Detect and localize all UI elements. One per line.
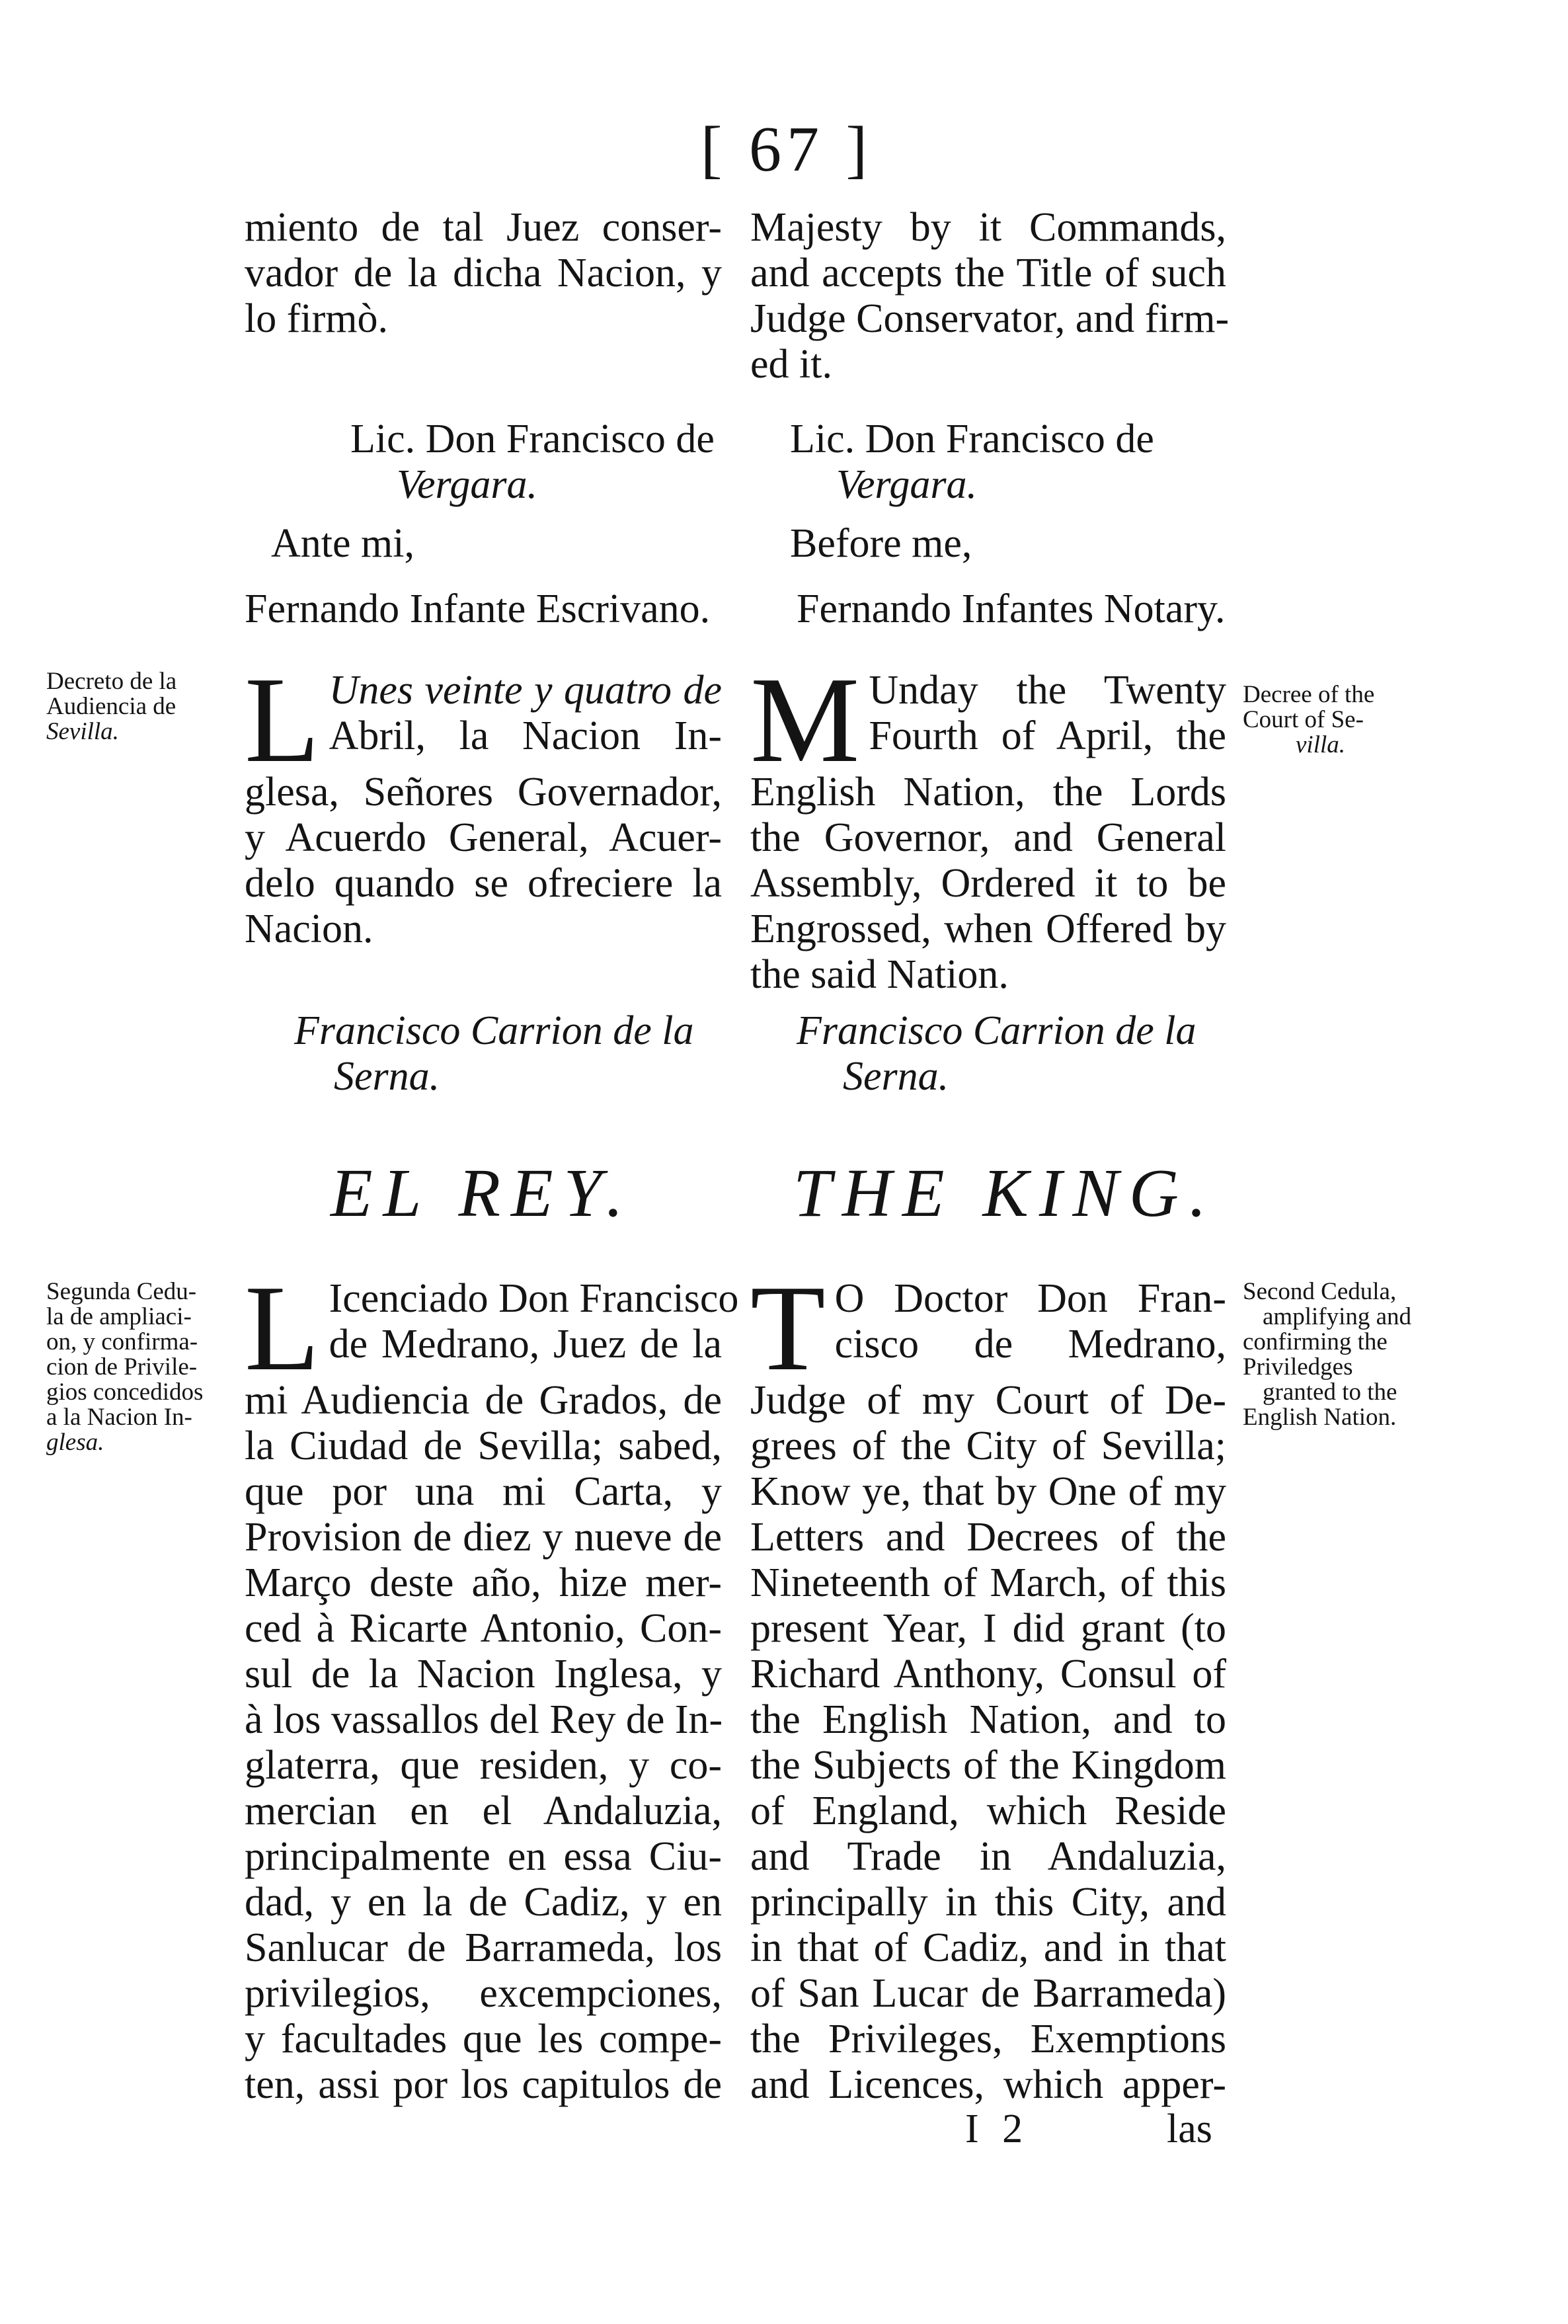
- text-line: in that of Cadiz, and in that: [750, 1925, 1226, 1970]
- text-line: Sanlucar de Barrameda, los: [245, 1925, 722, 1970]
- text-line: que por una mi Carta, y: [245, 1469, 722, 1514]
- text-line: of England, which Reside: [750, 1788, 1226, 1833]
- margin-line: glesa.: [46, 1429, 104, 1456]
- text-line: Nacion.: [245, 906, 373, 951]
- margin-line: a la Nacion In-: [46, 1404, 192, 1431]
- text-line: grees of the City of Sevilla;: [750, 1423, 1226, 1468]
- text-line: and Licences, which apper-: [750, 2062, 1226, 2107]
- text-line: Assembly, Ordered it to be: [750, 861, 1226, 906]
- text-line: Judge Conservator, and firm-: [750, 296, 1230, 341]
- text-line: ed it.: [750, 342, 832, 387]
- margin-note-english: [1243, 682, 1374, 758]
- text-line: ced à Ricarte Antonio, Con-: [245, 1606, 722, 1651]
- cedula-english: [750, 1260, 1226, 2108]
- text-line: de Medrano, Juez de la: [329, 1322, 722, 1367]
- text-line: O Doctor Don Fran-: [834, 1276, 1226, 1321]
- heading-spanish: EL REY.: [331, 1155, 634, 1231]
- text-line: Nineteenth of March, of this: [750, 1560, 1226, 1605]
- text-line: the Governor, and General: [750, 815, 1226, 860]
- text-line: y Acuerdo General, Acuer-: [245, 815, 722, 860]
- margin-line: gios concedidos: [46, 1379, 204, 1406]
- text-line: cisco de Medrano,: [834, 1322, 1226, 1367]
- text-line: la Ciudad de Sevilla; sabed,: [245, 1423, 722, 1468]
- text-line: the said Nation.: [750, 952, 1009, 997]
- signature-spanish: [245, 417, 722, 632]
- margin-line: amplifying and: [1263, 1303, 1412, 1330]
- drop-cap: L: [245, 652, 320, 788]
- cedula-margin-english: [1243, 1279, 1411, 1430]
- text-line: Letters and Decrees of the: [750, 1515, 1226, 1560]
- text-line: Judge of my Court of De-: [750, 1378, 1226, 1423]
- text-line: à los vassallos del Rey de In-: [245, 1697, 723, 1742]
- text-line: Icenciado Don Francisco: [329, 1276, 739, 1321]
- text-line: ten, assi por los capitulos de: [245, 2062, 722, 2107]
- signatory-name: Francisco Carrion de la: [797, 1008, 1196, 1053]
- margin-line: la de ampliaci-: [46, 1303, 192, 1330]
- margin-line: on, y confirma-: [46, 1328, 198, 1355]
- text-line: Unday the Twenty: [869, 668, 1226, 713]
- margin-line: Segunda Cedu-: [46, 1278, 197, 1305]
- text-line: miento de tal Juez conser-: [245, 205, 722, 250]
- text-line: glesa, Señores Governador,: [245, 770, 722, 815]
- intro-spanish: [245, 205, 722, 342]
- catchword: las: [1167, 2106, 1212, 2151]
- before-me: Ante mi,: [271, 521, 414, 566]
- signatory-name: Francisco Carrion de la: [294, 1008, 694, 1053]
- margin-line: cion de Privile-: [46, 1353, 198, 1381]
- text-line: Unes veinte y quatro de: [329, 668, 722, 713]
- text-line: the Privileges, Exemptions: [750, 2017, 1226, 2062]
- page-number: [ 67 ]: [700, 114, 873, 185]
- text-line: Know ye, that by One of my: [750, 1469, 1226, 1514]
- text-line: and Trade in Andaluzia,: [750, 1834, 1226, 1879]
- cedula-spanish: [245, 1260, 739, 2108]
- text-line: principally in this City, and: [750, 1880, 1226, 1925]
- text-line: privilegios, excempciones,: [245, 1971, 722, 2016]
- text-line: Engrossed, when Offered by: [750, 906, 1226, 951]
- signatory-surname: Serna.: [334, 1054, 440, 1099]
- text-line: and accepts the Title of such: [750, 251, 1226, 296]
- text-line: vador de la dicha Nacion, y: [245, 251, 722, 296]
- margin-note-spanish: [46, 669, 176, 744]
- decree-spanish: [245, 652, 722, 952]
- text-line: sul de la Nacion Inglesa, y: [245, 1652, 722, 1697]
- signatory-name: Lic. Don Francisco de: [790, 417, 1154, 461]
- signature-english: [750, 417, 1226, 632]
- decree-english: [750, 652, 1226, 998]
- text-line: the English Nation, and to: [750, 1697, 1226, 1742]
- text-line: lo firmò.: [245, 296, 388, 341]
- text-line: present Year, I did grant (to: [750, 1606, 1226, 1651]
- text-line: delo quando se ofreciere la: [245, 861, 722, 906]
- margin-line: Sevilla.: [46, 718, 119, 745]
- margin-line: Second Cedula,: [1243, 1278, 1397, 1305]
- notary-line: Fernando Infantes Notary.: [797, 586, 1226, 631]
- text-line: Abril, la Nacion In-: [329, 713, 722, 758]
- text-line: the Subjects of the Kingdom: [750, 1743, 1226, 1788]
- margin-line: English Nation.: [1243, 1404, 1397, 1431]
- heading-english: THE KING.: [793, 1155, 1217, 1231]
- drop-cap: T: [750, 1260, 826, 1396]
- drop-cap: M: [750, 652, 860, 788]
- text-line: English Nation, the Lords: [750, 770, 1226, 815]
- before-me: Before me,: [790, 521, 972, 566]
- text-line: of San Lucar de Barrameda): [750, 1971, 1226, 2016]
- text-line: Fourth of April, the: [869, 713, 1226, 758]
- text-line: Majesty by it Commands,: [750, 205, 1226, 250]
- text-line: y facultades que les compe-: [245, 2017, 722, 2062]
- signatory-surname: Serna.: [843, 1054, 949, 1099]
- text-line: principalmente en essa Ciu-: [245, 1834, 722, 1879]
- signatory-surname: Vergara.: [397, 462, 537, 507]
- cedula-margin-spanish: [46, 1279, 203, 1455]
- signature-mark: I 2: [965, 2106, 1030, 2151]
- text-line: mercian en el Andaluzia,: [245, 1788, 722, 1833]
- text-line: mi Audiencia de Grados, de: [245, 1378, 722, 1423]
- margin-line: granted to the: [1263, 1379, 1397, 1406]
- intro-english: [750, 205, 1230, 387]
- margin-line: villa.: [1296, 731, 1346, 758]
- margin-line: Audiencia de: [46, 693, 176, 720]
- margin-line: Decree of the: [1243, 681, 1375, 708]
- text-line: Março deste año, hize mer-: [245, 1560, 722, 1605]
- drop-cap: L: [245, 1260, 320, 1396]
- signature2-spanish: [294, 1008, 724, 1100]
- text-line: Richard Anthony, Consul of: [750, 1652, 1226, 1697]
- margin-line: confirming the: [1243, 1328, 1388, 1355]
- text-line: dad, y en la de Cadiz, y en: [245, 1880, 722, 1925]
- margin-line: Priviledges: [1243, 1353, 1353, 1381]
- margin-line: Decreto de la: [46, 668, 177, 695]
- notary-line: Fernando Infante Escrivano.: [245, 586, 711, 631]
- signature2-english: [797, 1008, 1226, 1100]
- text-line: Provision de diez y nueve de: [245, 1515, 722, 1560]
- signatory-name: Lic. Don Francisco de: [350, 417, 715, 461]
- signatory-surname: Vergara.: [836, 462, 977, 507]
- text-line: glaterra, que residen, y co-: [245, 1743, 722, 1788]
- margin-line: Court of Se-: [1243, 706, 1364, 733]
